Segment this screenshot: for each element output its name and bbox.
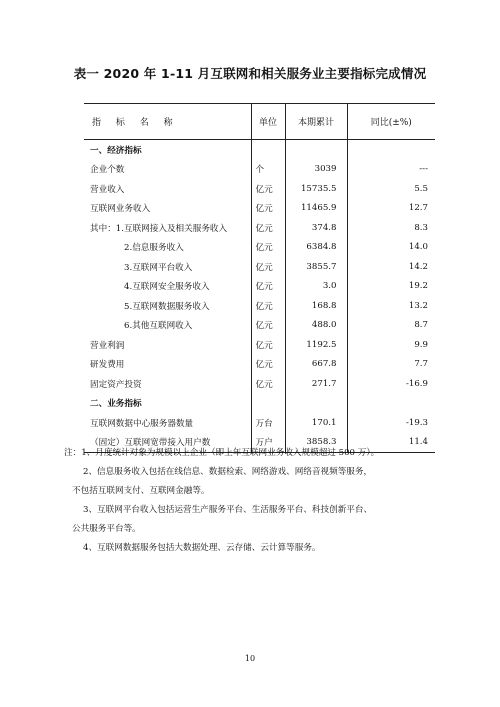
section-row	[84, 394, 435, 414]
header-yoy: 同比(±%)	[347, 104, 435, 140]
section-row	[84, 140, 435, 160]
cell-indicator-name: 互联网数据中心服务器数量	[90, 418, 194, 429]
cell-unit: 亿元	[251, 257, 285, 277]
cell-unit	[251, 140, 285, 160]
cell-yoy-change: 19.2	[347, 277, 435, 297]
cell-cumulative-value: 3858.3	[285, 433, 347, 453]
cell-cumulative-value	[285, 394, 347, 414]
table-row	[84, 199, 435, 219]
cell-unit: 亿元	[251, 238, 285, 258]
table-row	[84, 238, 435, 258]
cell-unit: 个	[251, 160, 285, 180]
header-indicator-name: 指 标 名 称	[84, 104, 251, 140]
note-1: 注：1、月度统计对象为规模以上企业（即上年互联网业务收入规模超过 500 万）。	[64, 448, 380, 458]
table-row	[84, 355, 435, 375]
cell-unit: 亿元	[251, 218, 285, 238]
note-4: 4、互联网数据服务包括大数据处理、云存储、云计算等服务。	[83, 543, 321, 553]
cell-indicator-name: 固定资产投资	[90, 379, 142, 390]
cell-unit: 万台	[251, 413, 285, 433]
table-row	[84, 374, 435, 394]
cell-indicator-name: 二、业务指标	[90, 399, 142, 410]
cell-yoy-change: 9.9	[347, 335, 435, 355]
cell-yoy-change: 7.7	[347, 355, 435, 375]
cell-unit: 亿元	[251, 277, 285, 297]
cell-yoy-change: 14.0	[347, 238, 435, 258]
cell-yoy-change: -19.3	[347, 413, 435, 433]
cell-unit: 亿元	[251, 335, 285, 355]
cell-cumulative-value: 374.8	[285, 218, 347, 238]
cell-cumulative-value: 1192.5	[285, 335, 347, 355]
cell-unit: 万户	[251, 433, 285, 453]
cell-cumulative-value: 488.0	[285, 316, 347, 336]
cell-cumulative-value: 170.1	[285, 413, 347, 433]
cell-yoy-change: 14.2	[347, 257, 435, 277]
cell-cumulative-value: 3.0	[285, 277, 347, 297]
table-row	[84, 277, 435, 297]
cell-indicator-name: 一、经济指标	[90, 145, 142, 156]
table-header-row	[84, 104, 435, 140]
cell-indicator-name: 5.互联网数据服务收入	[124, 301, 210, 312]
note-2-continued: 不包括互联网支付、互联网金融等。	[72, 486, 210, 496]
table-body	[84, 140, 435, 453]
cell-yoy-change: 8.7	[347, 316, 435, 336]
cell-yoy-change: 8.3	[347, 218, 435, 238]
cell-indicator-name: 营业收入	[90, 184, 125, 195]
cell-yoy-change: -16.9	[347, 374, 435, 394]
header-cumulative: 本期累计	[285, 104, 347, 140]
cell-cumulative-value: 15735.5	[285, 179, 347, 199]
table-row	[84, 160, 435, 180]
table-row	[84, 413, 435, 433]
cell-cumulative-value: 271.7	[285, 374, 347, 394]
page-number: 10	[244, 654, 256, 663]
cell-indicator-name: 研发费用	[90, 360, 125, 371]
cell-indicator-name: 互联网业务收入	[90, 204, 151, 215]
cell-unit: 亿元	[251, 374, 285, 394]
cell-cumulative-value: 3039	[285, 160, 347, 180]
cell-cumulative-value: 168.8	[285, 296, 347, 316]
cell-indicator-name: 其中：1.互联网接入及相关服务收入	[90, 223, 228, 234]
cell-unit	[251, 394, 285, 414]
cell-cumulative-value: 667.8	[285, 355, 347, 375]
cell-cumulative-value: 3855.7	[285, 257, 347, 277]
note-3: 3、互联网平台收入包括运营生产服务平台、生活服务平台、科技创新平台、	[83, 505, 373, 515]
table-row	[84, 179, 435, 199]
cell-yoy-change: 11.4	[347, 433, 435, 453]
cell-unit: 亿元	[251, 316, 285, 336]
header-unit: 单位	[251, 104, 285, 140]
cell-unit: 亿元	[251, 355, 285, 375]
indicator-table	[84, 103, 435, 453]
cell-indicator-name: 6.其他互联网收入	[124, 321, 193, 332]
table-title: 表一 2020 年 1-11 月互联网和相关服务业主要指标完成情况	[73, 66, 427, 81]
cell-unit: 亿元	[251, 296, 285, 316]
table-row	[84, 316, 435, 336]
cell-indicator-name: 4.互联网安全服务收入	[124, 282, 210, 293]
table-row	[84, 335, 435, 355]
footnotes	[64, 444, 442, 558]
cell-unit: 亿元	[251, 179, 285, 199]
cell-cumulative-value	[285, 140, 347, 160]
cell-indicator-name: 2.信息服务收入	[124, 243, 184, 254]
cell-yoy-change: ---	[347, 160, 435, 180]
cell-indicator-name: 3.互联网平台收入	[124, 262, 193, 273]
cell-indicator-name: （固定）互联网宽带接入用户数	[84, 433, 251, 453]
cell-yoy-change	[347, 394, 435, 414]
cell-unit: 亿元	[251, 199, 285, 219]
cell-indicator-name: 企业个数	[90, 165, 125, 176]
table-row	[84, 257, 435, 277]
table-row	[84, 218, 435, 238]
cell-cumulative-value: 11465.9	[285, 199, 347, 219]
table-row	[84, 296, 435, 316]
cell-indicator-name: 营业利润	[90, 340, 125, 351]
cell-yoy-change	[347, 140, 435, 160]
note-2: 2、信息服务收入包括在线信息、数据检索、网络游戏、网络音视频等服务，	[83, 467, 373, 477]
cell-yoy-change: 13.2	[347, 296, 435, 316]
cell-yoy-change: 5.5	[347, 179, 435, 199]
note-3-continued: 公共服务平台等。	[72, 524, 141, 534]
cell-yoy-change: 12.7	[347, 199, 435, 219]
cell-cumulative-value: 6384.8	[285, 238, 347, 258]
